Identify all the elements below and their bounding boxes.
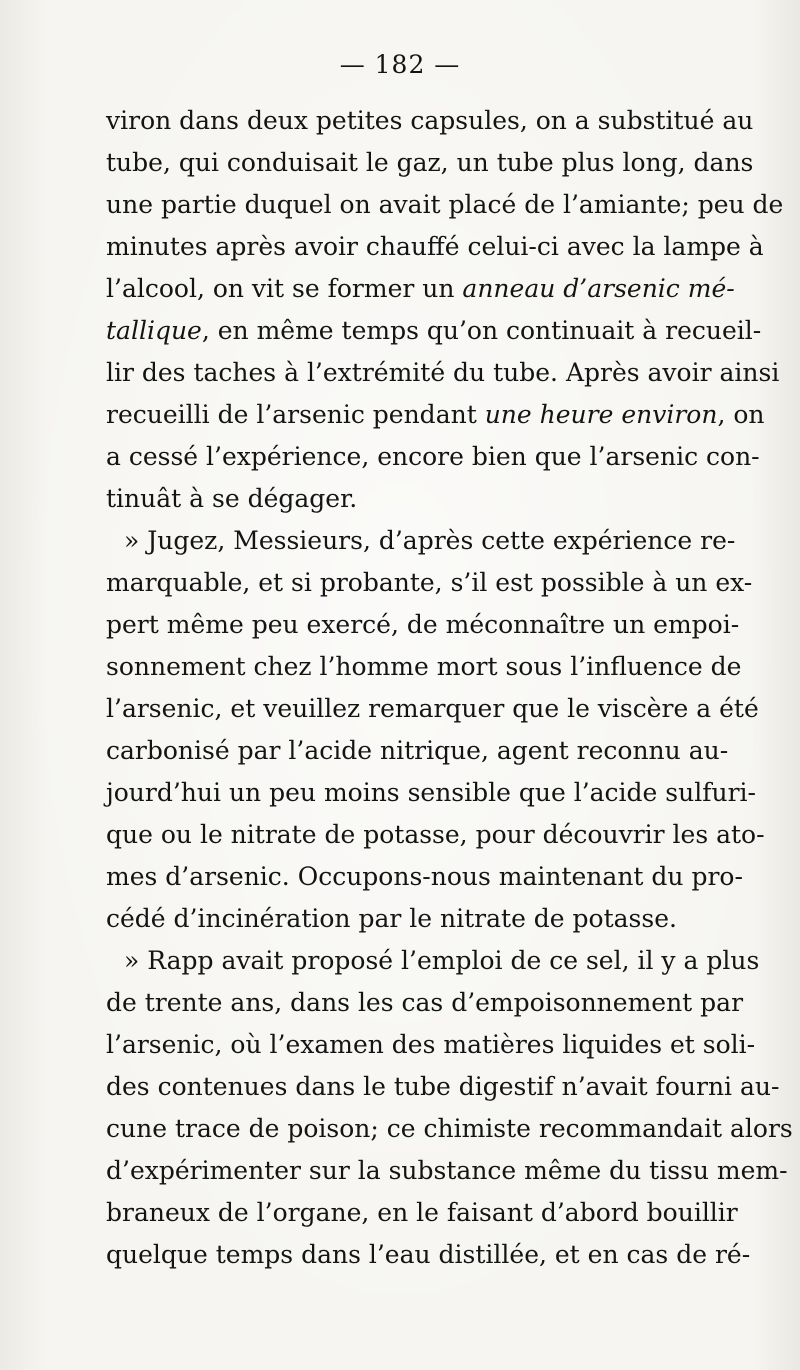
text-line: l’arsenic, et veuillez remarquer que le viscère a été bbox=[106, 694, 759, 723]
text-line: que ou le nitrate de potasse, pour découvrir les ato- bbox=[106, 820, 765, 849]
text-line: cune trace de poison; ce chimiste recommandait alors bbox=[106, 1114, 793, 1143]
text-line: mes d’arsenic. Occupons-nous maintenant du pro- bbox=[106, 862, 743, 891]
text-line: l’arsenic, où l’examen des matières liquides et soli- bbox=[106, 1030, 756, 1059]
text-line: cédé d’incinération par le nitrate de potasse. bbox=[106, 904, 677, 933]
text-line bbox=[106, 394, 765, 436]
text-line: » Rapp avait proposé l’emploi de ce sel, il y a plus bbox=[124, 946, 760, 975]
text-run: , on bbox=[717, 400, 765, 429]
text-line: jourd’hui un peu moins sensible que l’acide sulfuri- bbox=[106, 778, 756, 807]
italic-text: anneau d’arsenic mé- bbox=[462, 274, 735, 303]
text-line: pert même peu exercé, de méconnaître un empoi- bbox=[106, 610, 740, 639]
text-line: quelque temps dans l’eau distillée, et en cas de ré- bbox=[106, 1240, 751, 1269]
text-run: recueilli de l’arsenic pendant bbox=[106, 400, 485, 429]
text-line: de trente ans, dans les cas d’empoisonnement par bbox=[106, 988, 744, 1017]
text-run: l’alcool, on vit se former un bbox=[106, 274, 463, 303]
text-line: » Jugez, Messieurs, d’après cette expérience re- bbox=[124, 526, 736, 555]
text-line: a cessé l’expérience, encore bien que l’arsenic con- bbox=[106, 442, 760, 471]
italic-text: une heure environ bbox=[484, 400, 718, 429]
body-text bbox=[106, 100, 793, 1276]
page-number: — 182 — bbox=[339, 50, 461, 79]
text-line: marquable, et si probante, s’il est possible à un ex- bbox=[106, 568, 753, 597]
text-line: tube, qui conduisait le gaz, un tube plus long, dans bbox=[106, 148, 754, 177]
italic-text: tallique bbox=[106, 316, 202, 345]
text-line: une partie duquel on avait placé de l’amiante; peu de bbox=[106, 190, 784, 219]
text-line: minutes après avoir chauffé celui-ci avec la lampe à bbox=[106, 232, 764, 261]
text-line bbox=[106, 268, 735, 310]
text-line: braneux de l’organe, en le faisant d’abord bouillir bbox=[106, 1198, 738, 1227]
text-line bbox=[106, 310, 762, 352]
text-line: carbonisé par l’acide nitrique, agent reconnu au- bbox=[106, 736, 729, 765]
text-line: d’expérimenter sur la substance même du tissu mem- bbox=[106, 1156, 788, 1185]
text-line: sonnement chez l’homme mort sous l’influence de bbox=[106, 652, 742, 681]
text-run: , en même temps qu’on continuait à recueil- bbox=[201, 316, 762, 345]
text-line: des contenues dans le tube digestif n’avait fourni au- bbox=[106, 1072, 780, 1101]
text-line: lir des taches à l’extrémité du tube. Après avoir ainsi bbox=[106, 358, 780, 387]
text-line: viron dans deux petites capsules, on a substitué au bbox=[106, 106, 754, 135]
text-line: tinuât à se dégager. bbox=[106, 484, 358, 513]
